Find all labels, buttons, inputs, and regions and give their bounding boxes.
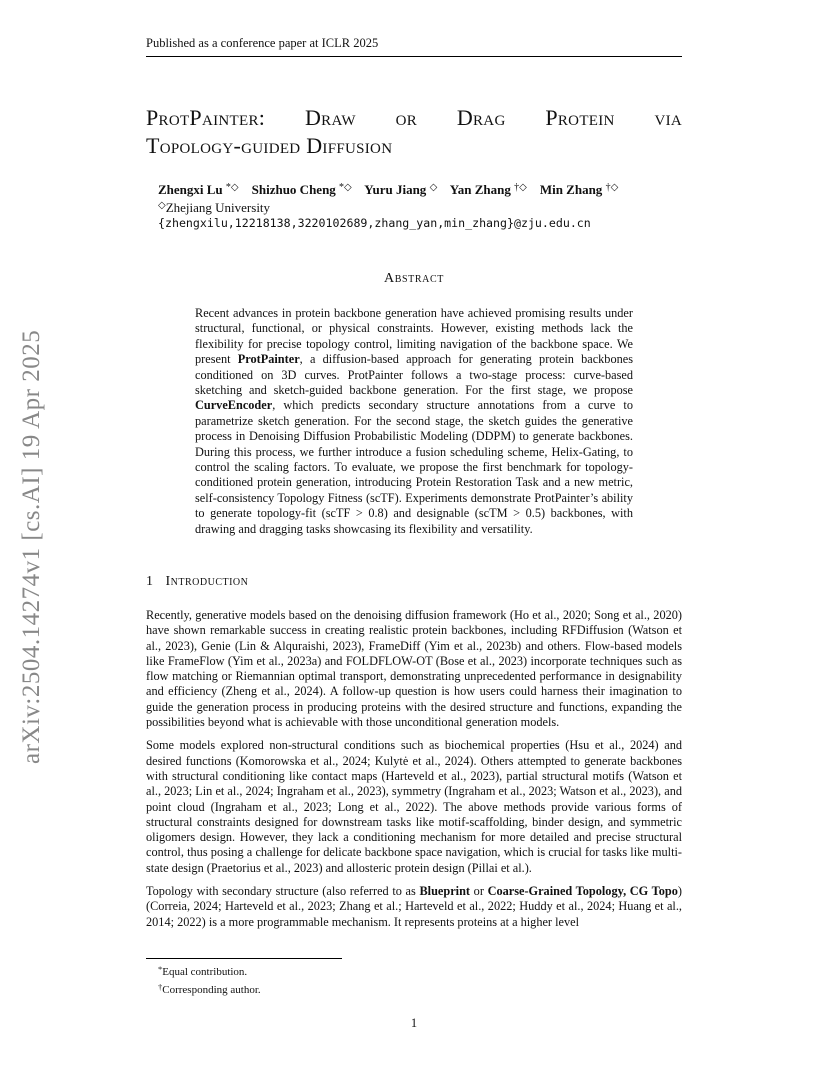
footnote (158, 962, 261, 980)
abstract-bold-term: ProtPainter (237, 352, 300, 367)
title-word: ProtPainter: (146, 105, 266, 130)
conference-header: Published as a conference paper at ICLR 2025 (146, 36, 682, 57)
paragraph-part: Topology with secondary structure (also referred to as (146, 884, 420, 899)
footnotes (158, 962, 261, 997)
paragraph (146, 884, 682, 930)
affiliation (158, 200, 270, 216)
section-title: Introduction (165, 574, 249, 589)
bold-term: Coarse-Grained Topology, CG Topo (487, 884, 678, 899)
title-word: via (654, 105, 682, 130)
author-mark: *◇ (339, 182, 352, 193)
footnote (158, 980, 261, 998)
author-name: Shizhuo Cheng (251, 182, 336, 197)
author-name: Yuru Jiang (364, 182, 427, 197)
title-word: Drag (456, 105, 506, 130)
author-mark: †◇ (605, 182, 619, 193)
title-word: Protein (545, 105, 615, 130)
footnote-mark: * (158, 964, 163, 974)
title-word: Draw (304, 105, 356, 130)
bold-term: Blueprint (419, 884, 471, 899)
footnote-mark: † (158, 981, 163, 992)
page-number: 1 (410, 1016, 418, 1030)
author-name: Zhengxi Lu (158, 182, 223, 197)
author-list (158, 182, 618, 198)
title-line-1 (146, 104, 682, 132)
arxiv-stamp: arXiv:2504.14274v1 [cs.AI] 19 Apr 2025 (18, 329, 45, 764)
affiliation-mark: ◇ (158, 200, 166, 211)
author-name: Min Zhang (539, 182, 603, 197)
abstract-part: , which predicts secondary structure annotations from a curve to parametrize sketch generation. For the second stage, the sketch guides the generative process in Denoising Diffusion Probabilistic Modeling (DDPM) to generate backbones. During this process, we further introduce a fusion scheduling scheme, Helix-Gating, to control the scaling factors. To evaluate, we propose the first benchmark for topology-conditioned protein generation, introducing Protein Restoration Task and a new metric, self-consistency Topology Fitness (scTF). Experiments demonstrate ProtPainter’s ability to generate topology-fit (scTF > 0.8) and designable (scTM > 0.5) backbones, with drawing and dragging tasks showcasing its flexibility and versatility. (195, 398, 633, 536)
title-word: or (395, 105, 418, 130)
abstract-heading: Abstract (384, 271, 444, 286)
introduction-body (146, 608, 682, 938)
footnote-text: Equal contribution. (162, 966, 248, 978)
paragraph: Some models explored non-structural conditions such as biochemical properties (Hsu et al., 2024) and desired functions (Komorowska et al., 2024; Kulytė et al., 2024). Others attempted to generate backbones with structural conditioning like contact maps (Harteveld et al., 2023), partial structural motifs (Watson et al., 2023; Lin et al., 2024; Ingraham et al., 2023), symmetry (Ingraham et al., 2023; Watson et al., 2023), and point cloud (Ingraham et al., 2023; Long et al., 2022). The above methods provide various forms of structural constraints designed for downstream tasks like motif-scaffolding, binder design, and symmetric oligomers design. However, they lack a conditioning mechanism for more detailed and precise structural control, thus posing a challenge for delicate backbone space navigation, which is crucial for tasks like multi-state design (Praetorius et al., 2023) and allosteric protein design (Pillai et al.). (146, 738, 682, 875)
affiliation-name: Zhejiang University (165, 200, 271, 215)
abstract-part: , a diffusion-based approach for generating protein backbones conditioned on 3D curves. ProtPainter follows a two-stage process: curve-based sketching and sketch-guided backbone generation. For the first stage, we propose (195, 352, 633, 398)
abstract-part: Recent advances in protein backbone generation have achieved promising results under structural, functional, or physical constraints. However, existing methods lack the flexibility for precise topology control, limiting navigation of the backbone space. We present (195, 306, 633, 367)
paper-title (146, 104, 682, 160)
paragraph-part: ) (Correia, 2024; Harteveld et al., 2023; Zhang et al.; Harteveld et al., 2022; Huddy et al., 2024; Huang et al., 2014; 2022) is a more programmable mechanism. It represents proteins at a higher level (146, 884, 682, 929)
footnote-rule (146, 958, 342, 959)
title-line-2: Topology-guided Diffusion (146, 133, 393, 158)
author-mark: *◇ (225, 182, 239, 193)
section-heading (146, 574, 248, 590)
paragraph: Recently, generative models based on the denoising diffusion framework (Ho et al., 2020; Song et al., 2020) have shown remarkable success in creating realistic protein backbones, including RFDiffusion (Watson et al., 2023), Genie (Lin & Alquraishi, 2023), FrameDiff (Yim et al., 2023b) and others. Flow-based models like FrameFlow (Yim et al., 2023a) and FOLDFLOW-OT (Bose et al., 2023) incorporate techniques such as flow matching or Riemannian optimal transport, demonstrating unprecedented performance in designability and efficiency (Zheng et al., 2024). A follow-up question is how users could harness their imagination to guide the generation process in producing proteins with the desired structure and functions, expanding the possibilities beyond what is achievable with those unconditional generation models. (146, 608, 682, 730)
abstract-bold-term: CurveEncoder (195, 398, 273, 413)
author-mark: †◇ (514, 182, 527, 193)
paragraph-part: or (470, 884, 488, 899)
author-name: Yan Zhang (449, 182, 511, 197)
abstract-text (195, 306, 633, 537)
section-number: 1 (146, 574, 154, 589)
footnote-text: Corresponding author. (162, 983, 261, 996)
author-mark: ◇ (429, 182, 438, 193)
author-emails: {zhengxilu,12218138,3220102689,zhang_yan,min_zhang}@zju.edu.cn (158, 216, 591, 230)
